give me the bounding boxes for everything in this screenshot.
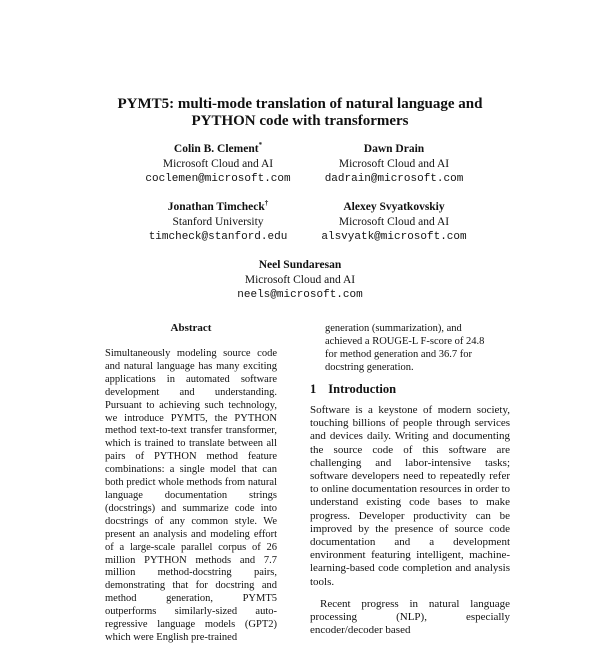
- paper-title: [0, 96, 600, 130]
- title-line-1: PYMT5: multi-mode translation of natural language and: [117, 96, 483, 112]
- author-block: [279, 142, 509, 187]
- author-name: Alexey Svyatkovskiy: [343, 201, 445, 213]
- introduction-body: [310, 404, 510, 637]
- author-affiliation: Stanford University: [172, 216, 264, 228]
- author-affiliation: Microsoft Cloud and AI: [244, 274, 356, 286]
- paragraph: Recent progress in natural language processing (NLP), especially encoder/decoder based: [310, 597, 510, 637]
- author-block: [279, 200, 509, 245]
- author-email[interactable]: timcheck@stanford.edu: [148, 231, 288, 243]
- author-name: Colin B. Clement*: [173, 141, 263, 155]
- author-affiliation: Microsoft Cloud and AI: [162, 158, 274, 170]
- abstract-heading: Abstract: [170, 322, 212, 334]
- author-affiliation: Microsoft Cloud and AI: [338, 216, 450, 228]
- author-name: Neel Sundaresan: [258, 259, 342, 271]
- author-email[interactable]: alsvyatk@microsoft.com: [321, 231, 467, 243]
- section-number: 1: [310, 382, 317, 396]
- author-email[interactable]: coclemen@microsoft.com: [145, 173, 291, 185]
- author-affiliation: Microsoft Cloud and AI: [338, 158, 450, 170]
- abstract-continuation: generation (summarization), and achieved a ROUGE-L F-score of 24.8 for method generation and 36.7 for docstring generation.: [325, 323, 485, 373]
- author-name: Jonathan Timcheck†: [167, 199, 269, 213]
- abstract-body: Simultaneously modeling source code and natural language has many exciting applications in automated software development and understanding. Pursuant to achieving such technology, we introduce PYMT5, the PYTHON method text-to-text transfer transformer, which is trained to translate between all pairs of PYTHON method feature combinations: a single model that can both predict whole methods from natural language documentation strings (docstrings) and summarize code into docstrings of any common style. We present an analysis and modeling effort of a large-scale parallel corpus of 26 million PYTHON methods and 7.7 million method-docstring pairs, demonstrating that for docstring and method generation, PYMT5 outperforms similarly-sized auto-regressive language models (GPT2) which were English pre-trained: [105, 348, 277, 643]
- author-name: Dawn Drain: [363, 143, 425, 155]
- author-email[interactable]: dadrain@microsoft.com: [324, 173, 464, 185]
- paragraph: Software is a keystone of modern society, touching billions of people through services and devices daily. Writing and documenting the source code of this software are challenging and labor-intensive tasks; software developers need to repeatedly refer to online documentation resources in order to understand existing code bases to make progress. Developer productivity can be improved by the presence of source code documentation and a development environment featuring intelligent, machine-learning-based code completion and analysis tools.: [310, 404, 510, 588]
- author-block: [185, 258, 415, 303]
- author-email[interactable]: neels@microsoft.com: [237, 289, 363, 301]
- section-title: Introduction: [328, 382, 397, 396]
- title-line-2: PYTHON code with transformers: [191, 113, 409, 129]
- section-heading-introduction: [310, 382, 396, 397]
